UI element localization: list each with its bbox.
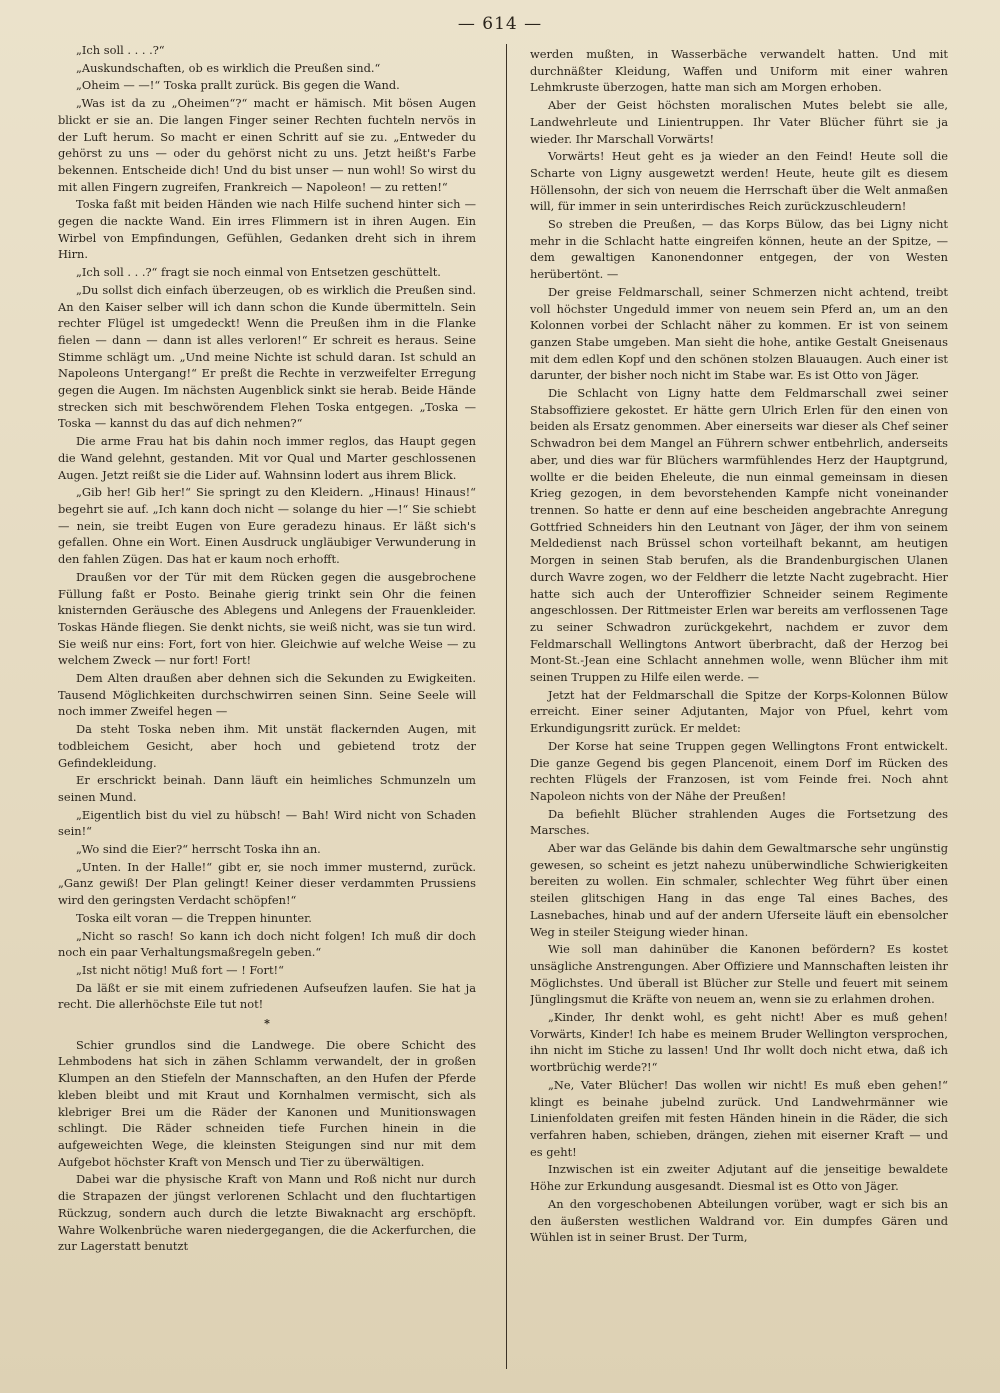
- paragraph: werden mußten, in Wasserbäche verwandelt hatten. Und mit durchnäßter Kleidung, Waffen und Uniform mit einer wahren Lehmkruste überzogen, hatte man sich am Morgen erhoben.: [530, 47, 948, 95]
- paragraph: Die arme Frau hat bis dahin noch immer reglos, das Haupt gegen die Wand gelehnt, gestanden. Mit vor Qual und Marter geschlossenen Augen. Jetzt reißt sie die Lider auf. Wahnsinn lodert aus ihrem Blick.: [58, 434, 476, 482]
- paragraph: „Ich soll . . . .?“: [76, 43, 165, 57]
- paragraph: „Unten. In der Halle!“ gibt er, sie noch immer musternd, zurück. „Ganz gewiß! Der Plan gelingt! Keiner dieser verdammten Prussiens wird den geringsten Verdacht schöpfen!“: [58, 859, 476, 908]
- section-separator: *: [264, 1017, 270, 1031]
- paragraph: Die Schlacht von Ligny hatte dem Feldmarschall zwei seiner Stabsoffiziere gekostet. Er hätte gern Ulrich Erlen für den einen von beiden als Ersatz genommen. Aber einerseits war dieser als Chef seiner Schwadron bei dem Mangel an Führern schwer entbehrlich, anderseits aber, und dies war für Blüchers warmfühlendes Herz der Hauptgrund, wollte er die beiden Eheleute, die nun einmal gemeinsam in diesen Krieg gezogen, in dem bevorstehenden Kampfe nicht voneinander trennen. So hatte er denn auf eine bescheiden angebrachte Anregung Gottfried Schneiders hin den Leutnant von Jäger, der ihm von seinem Meldedienst nach Brüssel schon vorteilhaft bekannt, am heutigen Morgen in seinen Stab berufen, als die Brandenburgischen Ulanen durch Wavre zogen, wo der Feldherr die letzte Nacht zugebracht. Hier hatte sich auch der Unteroffizier Schneider seinem Regimente angeschlossen. Der Rittmeister Erlen war bereits am verflossenen Tage zu seiner Schwadron zurückgekehrt, nachdem er zuvor dem Feldmarschall Wellingtons Antwort überbracht, daß der Herzog bei Mont-St.-Jean eine Schlacht annehmen wolle, wenn Blücher ihm mit seinen Truppen zu Hilfe eilen werde. —: [530, 386, 948, 685]
- paragraph: Da befiehlt Blücher strahlenden Auges die Fortsetzung des Marsches.: [530, 806, 948, 838]
- paragraph: Toska faßt mit beiden Händen wie nach Hilfe suchend hinter sich — gegen die nackte Wand. Ein irres Flimmern ist in ihren Augen. Ein Wirbel von Empfindungen, Gefühlen, Gedanken dreht sich in ihrem Hirn.: [58, 197, 476, 262]
- paragraph: „Oheim — —!“ Toska prallt zurück. Bis gegen die Wand.: [76, 78, 400, 93]
- page-number: — 614 —: [457, 14, 543, 34]
- paragraph: Dabei war die physische Kraft von Mann und Roß nicht nur durch die Strapazen der jüngst verlorenen Schlacht und den fluchtartigen Rückzug, sondern auch durch die letzte Biwaknacht arg erschöpft. Wahre Wolkenbrüche waren niedergegangen, die die Ackerfurchen, die zur Lagerstatt benutzt: [58, 1172, 476, 1254]
- paragraph: Da steht Toska neben ihm. Mit unstät flackernden Augen, mit todbleichem Gesicht, aber hoch und gebietend trotz der Gefindekleidung.: [58, 722, 476, 770]
- paragraph: Toska eilt voran — die Treppen hinunter.: [76, 910, 312, 925]
- paragraph: Aber der Geist höchsten moralischen Mutes belebt sie alle, Landwehrleute und Linientruppen. Ihr Vater Blücher führt sie ja wieder. Ihr Marschall Vorwärts!: [530, 98, 948, 146]
- paragraph: „Ne, Vater Blücher! Das wollen wir nicht! Es muß eben gehen!“ klingt es beinahe jubelnd zurück. Und Landwehrmänner wie Linienfoldaten greifen mit festen Händen hinein in die Räder, die sich verfahren haben, schieben, drängen, ziehen mit eiserner Kraft — und es geht!: [530, 1077, 948, 1159]
- paragraph: „Auskundschaften, ob es wirklich die Preußen sind.“: [76, 60, 381, 75]
- paragraph: „Eigentlich bist du viel zu hübsch! — Bah! Wird nicht von Schaden sein!“: [58, 807, 476, 839]
- paragraph: An den vorgeschobenen Abteilungen vorüber, wagt er sich bis an den äußersten westlichen Waldrand vor. Ein dumpfes Gären und Wühlen ist in seiner Brust. Der Turm,: [530, 1196, 948, 1245]
- paragraph: So streben die Preußen, — das Korps Bülow, das bei Ligny nicht mehr in die Schlacht hatte eingreifen können, heute an der Spitze, — dem gewaltigen Kanonendonner entgegen, der von Westen herübertönt. —: [530, 217, 948, 282]
- paragraph: „Ist nicht nötig! Muß fort — ! Fort!“: [76, 962, 284, 977]
- paragraph: Aber war das Gelände bis dahin dem Gewaltmarsche sehr ungünstig gewesen, so scheint es jetzt nahezu unüberwindliche Schwierigkeiten bereiten zu wollen. Ein schmaler, schlechter Weg führt über einen steilen glitschigen Hang in das enge Tal eines Baches, des Lasnebaches, hinab und auf der andern Uferseite läuft ein ebensolcher Weg in steiler Steigung wieder hinan.: [530, 841, 948, 939]
- paragraph: „Gib her! Gib her!“ Sie springt zu den Kleidern. „Hinaus! Hinaus!“ begehrt sie auf. „Ich kann doch nicht — solange du hier —!“ Sie schiebt — nein, sie treibt Eugen von Eure geradezu hinaus. Er läßt sich's gefallen. Ohne ein Wort. Einen Ausdruck ungläubiger Verwunderung in den fahlen Zügen. Das hat er kaum noch erhofft.: [58, 485, 476, 567]
- paragraph: Inzwischen ist ein zweiter Adjutant auf die jenseitige bewaldete Höhe zur Erkundung ausgesandt. Diesmal ist es Otto von Jäger.: [530, 1162, 948, 1194]
- paragraph: Schier grundlos sind die Landwege. Die obere Schicht des Lehmbodens hat sich in zähen Schlamm verwandelt, der in großen Klumpen an den Stiefeln der Mannschaften, an den Hufen der Pferde kleben bleibt und mit Kraut und Kornhalmen vermischt, sich als klebriger Brei um die Räder der Kanonen und Munitionswagen schlingt. Die Räder schneiden tiefe Furchen hinein in die aufgeweichten Wege, die kleinsten Steigungen sind nur mit dem Aufgebot höchster Kraft von Mensch und Tier zu überwältigen.: [58, 1037, 476, 1169]
- paragraph: Der Korse hat seine Truppen gegen Wellingtons Front entwickelt. Die ganze Gegend bis gegen Plancenoit, einem Dorf im Rücken des rechten Flügels der Franzosen, ist vom Feinde frei. Noch ahnt Napoleon nichts von der Nähe der Preußen!: [530, 738, 948, 803]
- paragraph: „Kinder, Ihr denkt wohl, es geht nicht! Aber es muß gehen! Vorwärts, Kinder! Ich habe es meinem Bruder Wellington versprochen, ihn nicht im Stiche zu lassen! Und Ihr wollt doch nicht etwa, daß ich wortbrüchig werde?!“: [530, 1010, 948, 1075]
- paragraph: „Ich soll . . .?“ fragt sie noch einmal von Entsetzen geschüttelt.: [76, 265, 441, 280]
- paragraph: Wie soll man dahinüber die Kanonen befördern? Es kostet unsägliche Anstrengungen. Aber Offiziere und Mannschaften leisten ihr Möglichstes. Und überall ist Blücher zur Stelle und feuert mit seinem Jünglingsmut die Kräfte von neuem an, wenn sie zu erlahmen drohen.: [530, 942, 948, 1007]
- paragraph: „Was ist da zu „Oheimen“?“ macht er hämisch. Mit bösen Augen blickt er sie an. Die langen Finger seiner Rechten fuchteln nervös in der Luft herum. So macht er einen Schritt auf sie zu. „Entweder du gehörst zu uns — oder du gehörst nicht zu uns. Jetzt heißt's Farbe bekennen. Entscheide dich! Und du bist unser — nun wohl! So wirst du mit allen Fingern zugreifen, Frankreich — Napoleon! — zu retten!“: [58, 96, 476, 194]
- paragraph: „Wo sind die Eier?“ herrscht Toska ihn an.: [76, 842, 321, 857]
- paragraph: Draußen vor der Tür mit dem Rücken gegen die ausgebrochene Füllung faßt er Posto. Beinahe gierig trinkt sein Ohr die feinen knisternden Geräusche des Ablegens und Anlegens der Frauenkleider. Toskas Hände fliegen. Sie denkt nichts, sie weiß nicht, was sie tun wird. Sie weiß nur eins: Fort, fort von hier. Gleichwie auf welche Weise — zu welchem Zweck — nur fort! Fort!: [58, 569, 476, 668]
- paragraph: „Nicht so rasch! So kann ich doch nicht folgen! Ich muß dir doch noch ein paar Verhaltungsmaßregeln geben.“: [58, 928, 476, 960]
- paragraph: „Du sollst dich einfach überzeugen, ob es wirklich die Preußen sind. An den Kaiser selber will ich dann schon die Kunde übermitteln. Sein rechter Flügel ist umgedeckt! Wenn die Preußen ihm in die Flanke fielen — dann — dann ist alles verloren!“ Er schreit es heraus. Seine Stimme schlägt um. „Und meine Nichte ist schuld daran. Ist schuld an Napoleons Untergang!“ Er preßt die Rechte in verzweifelter Erregung gegen die Augen. Im nächsten Augenblick sinkt sie herab. Beide Hände strecken sich mit beschwörendem Flehen Toska entgegen. „Toska — Toska — kannst du das auf dich nehmen?“: [58, 282, 476, 431]
- paragraph: Vorwärts! Heut geht es ja wieder an den Feind! Heute soll die Scharte von Ligny ausgewetzt werden! Heute, heute gilt es diesem Höllensohn, der sich von neuem die Herrschaft über die Welt anmaßen will, für immer in sein unterirdisches Reich zurückzuschleudern!: [530, 149, 948, 214]
- paragraph: Da läßt er sie mit einem zufriedenen Aufseufzen laufen. Sie hat ja recht. Die allerhöchste Eile tut not!: [58, 980, 476, 1012]
- left-column: [58, 42, 476, 1377]
- paragraph: Er erschrickt beinah. Dann läuft ein heimliches Schmunzeln um seinen Mund.: [58, 773, 476, 804]
- paragraph: Jetzt hat der Feldmarschall die Spitze der Korps-Kolonnen Bülow erreicht. Einer seiner Adjutanten, Major von Pfuel, kehrt vom Erkundigungsritt zurück. Er meldet:: [530, 687, 948, 736]
- right-column: [530, 46, 948, 1381]
- paragraph: Dem Alten draußen aber dehnen sich die Sekunden zu Ewigkeiten. Tausend Möglichkeiten durchschwirren seinen Sinn. Seine Seele will noch immer Zweifel hegen —: [58, 671, 476, 719]
- paragraph: Der greise Feldmarschall, seiner Schmerzen nicht achtend, treibt voll höchster Ungeduld immer von neuem sein Pferd an, um an den Kolonnen vorbei der Schlacht näher zu kommen. Er ist von seinem ganzen Stabe umgeben. Man sieht die hohe, antike Gestalt Gneisenaus mit dem edlen Kopf und den schönen stolzen Blauaugen. Auch einer ist darunter, der bisher noch nicht im Stabe war. Es ist Otto von Jäger.: [530, 284, 948, 383]
- column-divider: [506, 44, 507, 1369]
